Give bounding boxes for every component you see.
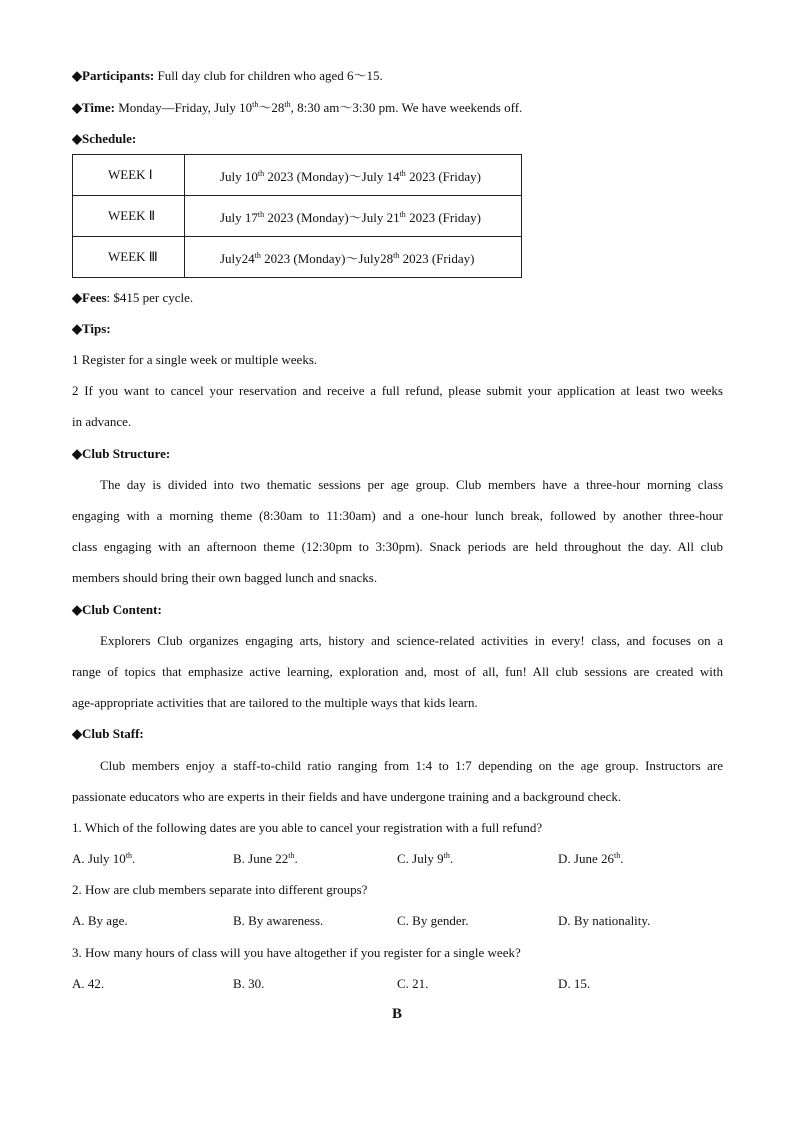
tips-label: ◆Tips: (72, 321, 111, 336)
content-heading (72, 600, 723, 620)
option-text: C. By gender. (397, 913, 469, 928)
answer-option[interactable] (72, 849, 135, 869)
option-text: C. July 9 (397, 851, 444, 866)
option-text: A. By age. (72, 913, 128, 928)
option-end: . (294, 851, 298, 866)
sup: th (399, 209, 406, 219)
answer-option[interactable] (397, 849, 453, 869)
answer-option[interactable] (72, 974, 104, 994)
time-text: , 8:30 am～3:30 pm. We have weekends off. (290, 100, 523, 115)
answer-option[interactable] (397, 911, 469, 931)
time-text: Monday—Friday, July 10 (114, 100, 253, 115)
tip-line: in advance. (72, 414, 132, 429)
tip-line: 2 If you want to cancel your reservation and receive a full refund, please submit your application at least two weeks (72, 383, 723, 398)
question: 3. How many hours of class will you have altogether if you register for a single week? (72, 945, 521, 960)
fees-label: ◆Fees (72, 290, 107, 305)
option-text: C. 21. (397, 976, 429, 991)
sup: th (284, 100, 291, 109)
option-text: D. June 26 (558, 851, 614, 866)
staff-line: Club members enjoy a staff-to-child ratio ranging from 1:4 to 1:7 depending on the age group. Instructors are (100, 758, 723, 773)
schedule-row (73, 237, 522, 278)
answer-option[interactable] (233, 849, 298, 869)
sup: th (252, 100, 259, 109)
section-label: B (391, 1006, 402, 1022)
sup: th (125, 851, 133, 860)
option-text: B. 30. (233, 976, 265, 991)
dates-cell (185, 155, 522, 196)
sup: th (443, 851, 450, 860)
answer-option[interactable] (233, 974, 264, 994)
date-text: 2023 (Monday)～July 21 (264, 209, 400, 225)
participants-text: Full day club for children who aged 6～15. (154, 68, 383, 83)
structure-line: The day is divided into two thematic sessions per age group. Club members have a three-hour morning class (100, 477, 723, 492)
date-text: 2023 (Friday) (405, 168, 481, 184)
answer-option[interactable] (558, 911, 650, 931)
option-text: D. 15. (558, 976, 591, 991)
question: 1. Which of the following dates are you able to cancel your registration with a full refund? (72, 820, 543, 835)
answer-option[interactable] (558, 849, 623, 869)
sup: th (257, 168, 265, 178)
date-text: 2023 (Friday) (405, 209, 481, 225)
fees-text: : $415 per cycle. (106, 290, 194, 305)
option-text: D. By nationality. (558, 913, 651, 928)
sup: th (257, 209, 265, 219)
date-text: July 10 (220, 168, 258, 184)
date-text: July24 (220, 250, 255, 266)
week-cell: WEEK Ⅱ (73, 196, 185, 237)
option-end: . (449, 851, 454, 866)
time-text: ～28 (258, 100, 285, 115)
structure-label: ◆Club Structure: (72, 446, 171, 461)
date-text: 2023 (Friday) (399, 250, 475, 266)
option-end: . (620, 851, 624, 866)
content-line: range of topics that emphasize active learning, exploration and, most of all, fun! All club sessions are created with (72, 664, 723, 679)
structure-line: members should bring their own bagged lunch and snacks. (72, 570, 378, 585)
answer-option[interactable] (558, 974, 590, 994)
option-text: B. June 22 (233, 851, 289, 866)
schedule-heading (72, 129, 723, 149)
date-text: 2023 (Monday)～July 14 (264, 168, 400, 184)
structure-line: engaging with a morning theme (8:30am to 11:30am) and a one-hour lunch break, followed by another three-hour (72, 508, 723, 523)
option-text: A. 42. (72, 976, 105, 991)
answer-option[interactable] (72, 911, 128, 931)
staff-line: passionate educators who are experts in their fields and have undergone training and a background check. (72, 789, 622, 804)
answer-option[interactable] (397, 974, 428, 994)
option-text: A. July 10 (72, 851, 126, 866)
participants-line (72, 66, 723, 86)
content-label: ◆Club Content: (72, 602, 162, 617)
time-line (72, 98, 723, 118)
date-text: July 17 (220, 209, 258, 225)
time-label: ◆Time: (72, 100, 115, 115)
sup: th (288, 851, 295, 860)
schedule-row (73, 196, 522, 237)
week-cell: WEEK Ⅲ (73, 237, 185, 278)
structure-heading (72, 444, 723, 464)
dates-cell (185, 196, 522, 237)
structure-line: class engaging with an afternoon theme (12:30pm to 3:30pm). Snack periods are held throughout the day. All club (72, 539, 723, 554)
dates-cell (185, 237, 522, 278)
answer-option[interactable] (233, 911, 323, 931)
fees-line (72, 288, 723, 308)
option-end: . (132, 851, 136, 866)
option-text: B. By awareness. (233, 913, 324, 928)
sup: th (393, 250, 400, 260)
schedule-table (72, 154, 522, 278)
content-line: age-appropriate activities that are tailored to the multiple ways that kids learn. (72, 695, 478, 710)
participants-label: ◆Participants: (72, 68, 155, 83)
sup: th (613, 851, 621, 860)
tips-heading (72, 319, 723, 339)
sup: th (254, 250, 261, 260)
question: 2. How are club members separate into different groups? (72, 882, 368, 897)
staff-label: ◆Club Staff: (72, 726, 144, 741)
sup: th (399, 168, 406, 178)
date-text: 2023 (Monday)～July28 (260, 250, 394, 266)
week-cell: WEEK Ⅰ (73, 155, 185, 196)
schedule-row (73, 155, 522, 196)
tip-line: 1 Register for a single week or multiple weeks. (72, 352, 318, 367)
content-line: Explorers Club organizes engaging arts, history and science-related activities in every! class, and focuses on a (100, 633, 723, 648)
schedule-label: ◆Schedule: (72, 131, 137, 146)
staff-heading (72, 724, 723, 744)
